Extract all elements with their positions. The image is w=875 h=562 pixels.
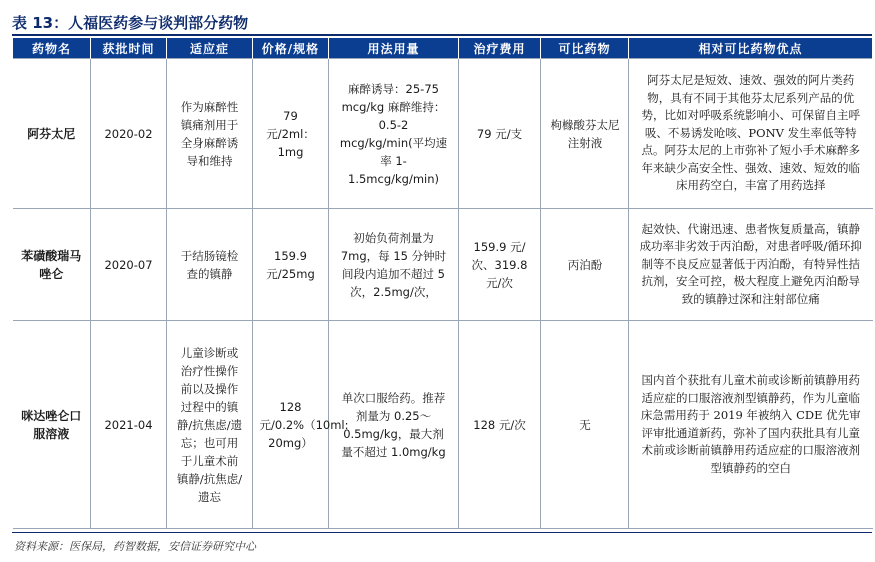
advantage: 阿芬太尼是短效、速效、强效的阿片类药物，具有不同于其他芬太尼系列产品的优势，比如对呼吸系统影响小、可保留自主呼吸、不易诱发呛咳、PONV 发生率低等特点。阿芬太尼的上市弥补了短小手术麻醉多年来缺少高安全性、强效、速效、短效的临床用药空白，丰富了用药选择 bbox=[629, 59, 873, 209]
treatment-cost: 159.9 元/次、319.8 元/次 bbox=[471, 239, 528, 290]
header-advantage: 相对可比药物优点 bbox=[629, 38, 873, 59]
header-treatment-cost: 治疗费用 bbox=[459, 38, 541, 59]
header-comparable-drug: 可比药物 bbox=[541, 38, 629, 59]
header-drug-name: 药物名 bbox=[13, 38, 91, 59]
drug-table bbox=[12, 38, 873, 529]
table-row bbox=[13, 209, 873, 321]
dosage: 麻醉诱导：25-75 mcg/kg 麻醉维持：0.5-2 mcg/kg/min(平均速率 1-1.5mcg/kg/min) bbox=[339, 81, 448, 186]
table-header-row bbox=[13, 38, 873, 59]
indication-cell bbox=[167, 321, 253, 529]
source-note: 资料来源：医保局，药智数据，安信证券研究中心 bbox=[14, 540, 256, 553]
dosage-cell bbox=[329, 209, 459, 321]
drug-name bbox=[13, 209, 91, 321]
comparable-drug: 丙泊酚 bbox=[567, 257, 603, 272]
cost-cell bbox=[459, 59, 541, 209]
indication-cell bbox=[167, 209, 253, 321]
price-spec: 79 元/2ml：1mg bbox=[266, 108, 315, 159]
indication: 于结肠镜检查的镇静 bbox=[180, 248, 239, 281]
table-row bbox=[13, 59, 873, 209]
comparable-drug: 枸橼酸芬太尼注射液 bbox=[550, 117, 620, 150]
drug-name-text: 咪达唑仑口服溶液 bbox=[21, 408, 82, 441]
dosage: 初始负荷剂量为 7mg，每 15 分钟时间段内追加不超过 5 次，2.5mg/次， bbox=[340, 230, 447, 299]
drug-name-text: 苯磺酸瑞马唑仑 bbox=[21, 248, 82, 281]
cost-cell bbox=[459, 209, 541, 321]
comparable-cell bbox=[541, 59, 629, 209]
advantage: 起效快、代谢迅速、患者恢复质量高，镇静成功率非劣效于丙泊酚，对患者呼吸/循环抑制等不良反应显著低于丙泊酚，有特异性拮抗剂，安全可控，极大程度上避免丙泊酚导致的镇静过深和注射部位痛 bbox=[629, 209, 873, 321]
approval-date: 2020-07 bbox=[91, 209, 167, 321]
indication-cell bbox=[167, 59, 253, 209]
header-dosage: 用法用量 bbox=[329, 38, 459, 59]
approval-date: 2021-04 bbox=[91, 321, 167, 529]
price-spec: 128 元/0.2%（10ml: 20mg） bbox=[259, 399, 349, 450]
drug-name: 阿芬太尼 bbox=[13, 59, 91, 209]
price-cell bbox=[253, 321, 349, 529]
dosage-cell bbox=[329, 59, 459, 209]
header-indication: 适应症 bbox=[167, 38, 253, 59]
advantage: 国内首个获批有儿童术前或诊断前镇静用药适应症的口服溶液剂型镇静药，作为儿童临床急需用药于 2019 年被纳入 CDE 优先审评审批通道新药，弥补了国内获批具有儿童术前或诊断前镇静用药适应症的口服溶液剂型镇静药的空白 bbox=[629, 321, 873, 529]
table-bottom-divider bbox=[12, 532, 872, 533]
table-row bbox=[13, 321, 873, 529]
treatment-cost: 79 元/支 bbox=[476, 126, 523, 141]
dosage: 单次口服给药。推荐剂量为 0.25～0.5mg/kg，最大剂量不超过 1.0mg/kg bbox=[341, 390, 446, 459]
comparable-drug: 无 bbox=[579, 417, 591, 432]
header-approval-date: 获批时间 bbox=[91, 38, 167, 59]
approval-date: 2020-02 bbox=[91, 59, 167, 209]
treatment-cost: 128 元/次 bbox=[473, 417, 526, 432]
cost-cell bbox=[459, 321, 541, 529]
drug-name bbox=[13, 321, 91, 529]
comparable-cell bbox=[541, 321, 629, 529]
indication: 作为麻醉性镇痛剂用于全身麻醉诱导和维持 bbox=[180, 99, 239, 168]
indication: 儿童诊断或治疗性操作前以及操作过程中的镇静/抗焦虑/遗忘；也可用于儿童术前镇静/抗焦虑/遗忘 bbox=[176, 345, 243, 504]
dosage-cell bbox=[329, 321, 459, 529]
header-price-spec: 价格/规格 bbox=[253, 38, 329, 59]
price-cell bbox=[253, 59, 329, 209]
price-cell bbox=[253, 209, 329, 321]
price-spec: 159.9 元/25mg bbox=[266, 248, 315, 281]
title-divider bbox=[12, 34, 872, 36]
comparable-cell bbox=[541, 209, 629, 321]
table-title: 表 13：人福医药参与谈判部分药物 bbox=[12, 14, 249, 32]
